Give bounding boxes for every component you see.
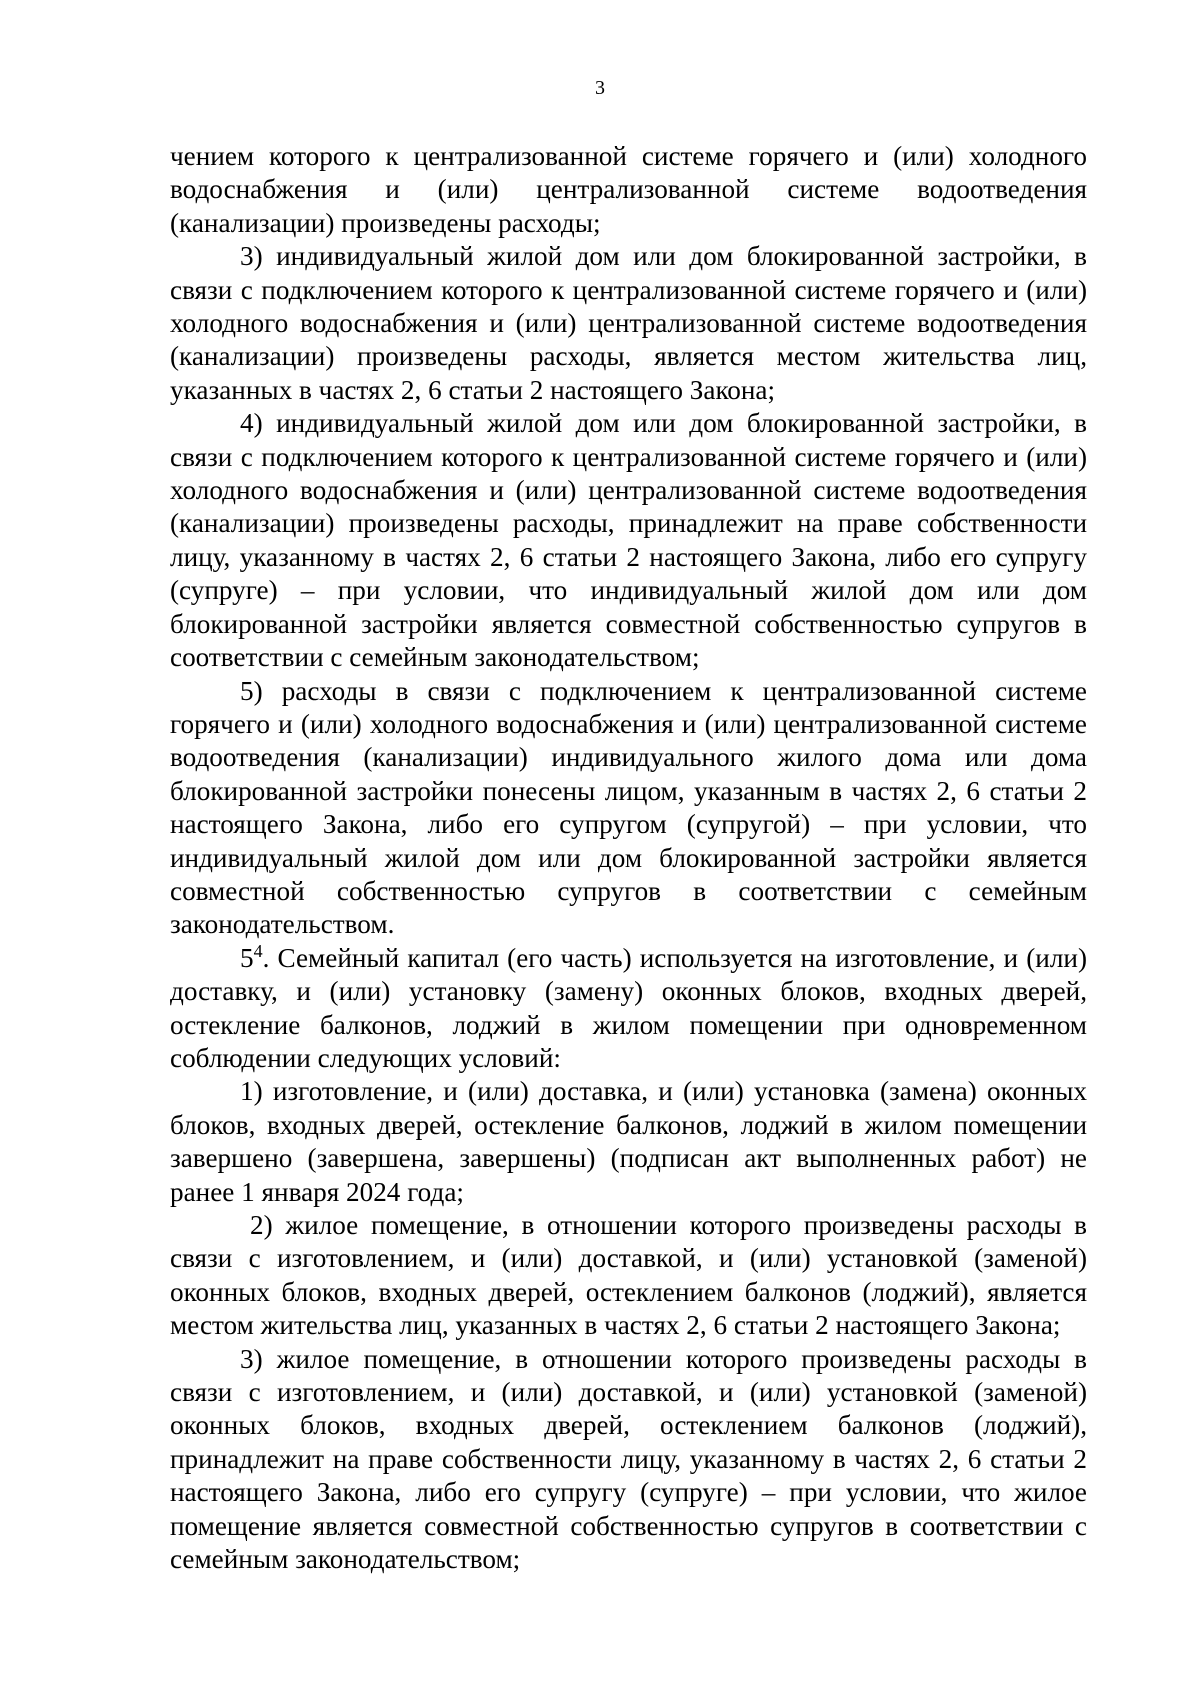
paragraph-windows-item-1: 1) изготовление, и (или) доставка, и (или) установка (замена) оконных блоков, входных дверей, остекление балконов, лоджий в жилом помещении завершено (завершена, завершены) (подписан акт выполненных работ) не ранее 1 января 2024 года; [170,1076,1087,1207]
paragraph-windows-item-3: 3) жилое помещение, в отношении которого произведены расходы в связи с изготовлением, и (или) доставкой, и (или) установкой (заменой) оконных блоков, входных дверей, остеклением балконов (лоджий), принадлежит на праве собственности лицу, указанному в частях 2, 6 статьи 2 настоящего Закона, либо его супругу (супруге) – при условии, что жилое помещение является совместной собственностью супругов в соответствии с семейным законодательством; [170,1343,1087,1575]
paragraph-continuation: чением которого к централизованной системе горячего и (или) холодного водоснабжения и (или) централизованной системе водоотведения (канализации) произведены расходы; [170,141,1087,238]
section-text: . Семейный капитал (его часть) используется на изготовление, и (или) доставку, и (или) установку (замену) оконных блоков, входных дверей, остекление балконов, лоджий в жилом помещении при одновременном соблюдении следующих условий: [170,942,1087,1073]
section-number-superscript: 4 [253,940,263,961]
paragraph-windows-item-2: 2) жилое помещение, в отношении которого произведены расходы в связи с изготовлением, и (или) доставкой, и (или) установкой (заменой) оконных блоков, входных дверей, остеклением балконов (лоджий), является местом жительства лиц, указанных в частях 2, 6 статьи 2 настоящего Закона; [170,1210,1087,1341]
section-number: 5 [240,942,254,973]
paragraph-item-5-expenses: 5) расходы в связи с подключением к централизованной системе горячего и (или) холодного водоснабжения и (или) централизованной системе водоотведения (канализации) индивидуального жилого дома или дома блокированной застройки понесены лицом, указанным в частях 2, 6 статьи 2 настоящего Закона, либо его супругом (супругой) – при условии, что индивидуальный жилой дом или дом блокированной застройки является совместной собственностью супругов в соответствии с семейным законодательством. [170,675,1087,940]
page-number: 3 [595,77,605,99]
paragraph-item-4-ownership: 4) индивидуальный жилой дом или дом блокированной застройки, в связи с подключением которого к централизованной системе горячего и (или) холодного водоснабжения и (или) централизованной системе водоотведения (канализации) произведены расходы, принадлежит на праве собственности лицу, указанному в частях 2, 6 статьи 2 настоящего Закона, либо его супругу (супруге) – при условии, что индивидуальный жилой дом или дом блокированной застройки является совместной собственностью супругов в соответствии с семейным законодательством; [170,408,1087,673]
document-body [170,140,1087,1576]
paragraph-section-5-4 [170,942,1087,1076]
paragraph-item-3-residence: 3) индивидуальный жилой дом или дом блокированной застройки, в связи с подключением которого к централизованной системе горячего и (или) холодного водоснабжения и (или) централизованной системе водоотведения (канализации) произведены расходы, является местом жительства лиц, указанных в частях 2, 6 статьи 2 настоящего Закона; [170,241,1087,405]
